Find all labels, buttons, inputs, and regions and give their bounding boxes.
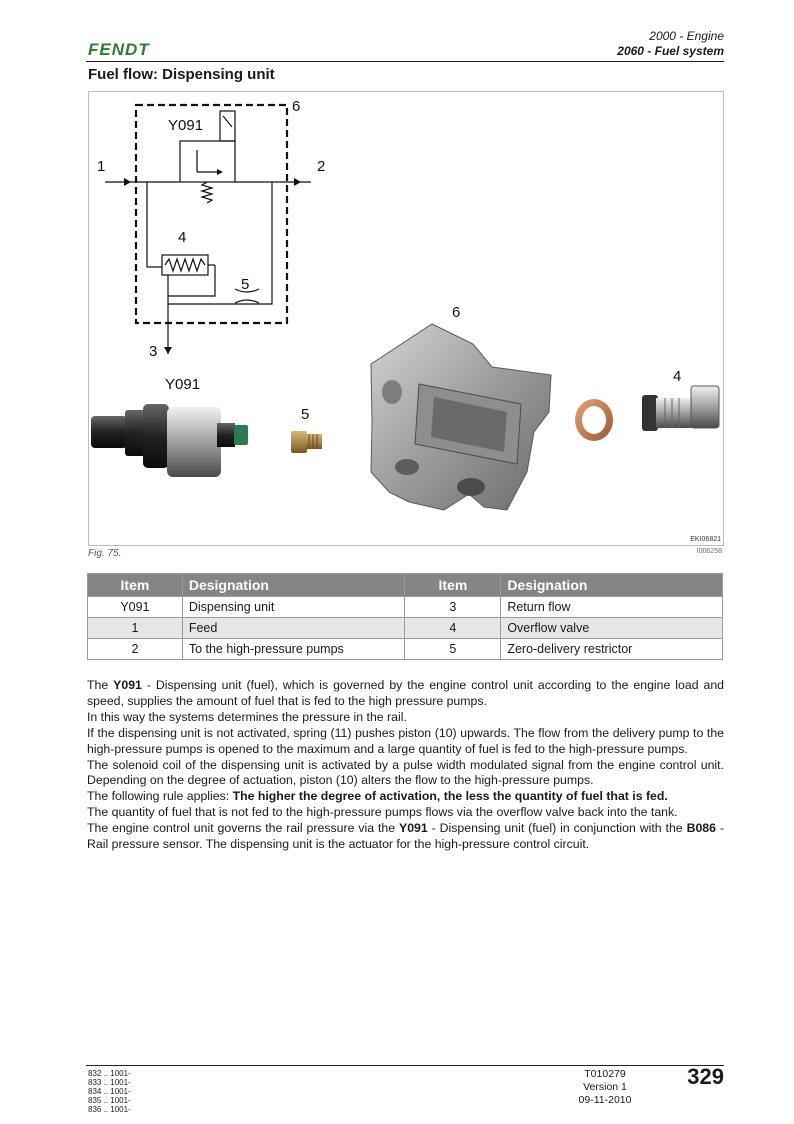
model-range: 834 .. 1001-	[88, 1087, 131, 1096]
label-y091: Y091	[168, 117, 204, 134]
photo-overflow-valve	[642, 386, 719, 431]
model-range: 836 .. 1001-	[88, 1105, 131, 1114]
photo-label-5: 5	[301, 406, 310, 423]
solenoid-symbol	[220, 111, 235, 141]
page-title: Fuel flow: Dispensing unit	[88, 66, 275, 83]
photo-label-6: 6	[452, 304, 461, 321]
header-designation: Designation	[182, 574, 405, 597]
dispensing-valve-symbol	[180, 141, 235, 182]
cell-designation: Dispensing unit	[182, 597, 405, 618]
photo-label-y091: Y091	[165, 376, 201, 393]
photo-housing	[371, 324, 551, 510]
cell-designation: Feed	[182, 618, 405, 639]
section-title: 2060 - Fuel system	[617, 44, 724, 58]
model-range: 832 .. 1001-	[88, 1069, 131, 1078]
header-rule	[86, 61, 724, 62]
cell-item: 2	[88, 639, 183, 660]
fendt-logo-text: FENDT	[88, 42, 150, 56]
paragraph: If the dispensing unit is not activated, spring (11) pushes piston (10) upwards. The flow from the delivery pump to the high-pressure pumps is opened to the maximum and a large quantity of fuel is fed to the high-pressure pumps.	[87, 725, 724, 756]
figure-fuel-flow	[88, 91, 724, 546]
table-row	[88, 597, 723, 618]
label-3: 3	[149, 343, 158, 360]
paragraph: The quantity of fuel that is not fed to the high-pressure pumps flows via the overflow valve back into the tank.	[87, 805, 678, 820]
model-range: 835 .. 1001-	[88, 1096, 131, 1105]
header-designation: Designation	[501, 574, 723, 597]
feed-arrow	[124, 178, 131, 186]
document-info	[560, 1068, 650, 1107]
outlet-arrow	[294, 178, 301, 186]
body-text	[87, 678, 724, 853]
table-row	[88, 618, 723, 639]
cell-item: 5	[405, 639, 501, 660]
page-number: 329	[687, 1064, 724, 1089]
photo-restrictor	[291, 431, 322, 453]
paragraph: The following rule applies: The higher the degree of activation, the less the quantity of fuel that is fed.	[87, 789, 668, 804]
label-6: 6	[292, 98, 301, 115]
paragraph: In this way the systems determines the pressure in the rail.	[87, 709, 407, 724]
chapter-title: 2000 - Engine	[649, 29, 724, 43]
label-1: 1	[97, 158, 106, 175]
legend-header-row	[88, 574, 723, 597]
header-item: Item	[88, 574, 183, 597]
model-range: 833 .. 1001-	[88, 1078, 131, 1087]
photo-dispensing-unit	[91, 404, 248, 477]
cell-designation: Return flow	[501, 597, 723, 618]
photo-sealing-ring	[575, 399, 613, 441]
cell-designation: Zero-delivery restrictor	[501, 639, 723, 660]
cell-item: 1	[88, 618, 183, 639]
cell-item: 4	[405, 618, 501, 639]
cell-item: Y091	[88, 597, 183, 618]
label-2: 2	[317, 158, 326, 175]
dashed-boundary	[136, 105, 287, 323]
paragraph: The solenoid coil of the dispensing unit is activated by a pulse width modulated signal from the engine control unit. Depending on the degree of actuation, piston (10) alters the flow to the high-pressure pumps.	[87, 757, 724, 788]
label-5: 5	[241, 276, 250, 293]
valve-spring	[202, 182, 212, 203]
figure-caption: Fig. 75.	[88, 548, 122, 559]
schematic-labels	[97, 98, 325, 360]
document-date: 09-11-2010	[578, 1094, 632, 1106]
fendt-logo	[88, 42, 164, 56]
page-header	[617, 29, 724, 59]
header-item: Item	[405, 574, 501, 597]
paragraph: The engine control unit governs the rail pressure via the Y091 - Dispensing unit (fuel) in conjunction with the B086 - Rail pressure sensor. The dispensing unit is the actuator for the high-pressure control circuit.	[87, 821, 724, 852]
hydraulic-schematic	[105, 105, 311, 354]
photo-label-4: 4	[673, 368, 682, 385]
table-row	[88, 639, 723, 660]
footer-rule	[86, 1065, 724, 1066]
left-branch	[147, 182, 162, 267]
cell-designation: Overflow valve	[501, 618, 723, 639]
figure-image-code: I006258	[696, 548, 722, 555]
paragraph: The Y091 - Dispensing unit (fuel), which is governed by the engine control unit according to the engine load and speed, supplies the amount of fuel that is fed to the high pressure pumps.	[87, 678, 725, 708]
cell-item: 3	[405, 597, 501, 618]
model-list	[88, 1069, 131, 1114]
label-4: 4	[178, 229, 187, 246]
cell-designation: To the high-pressure pumps	[182, 639, 405, 660]
document-number: T010279	[584, 1068, 626, 1080]
figure-graphic	[89, 92, 725, 547]
legend-table	[87, 573, 723, 660]
figure-code: EKI06821	[690, 536, 721, 543]
document-version: Version 1	[583, 1081, 627, 1093]
